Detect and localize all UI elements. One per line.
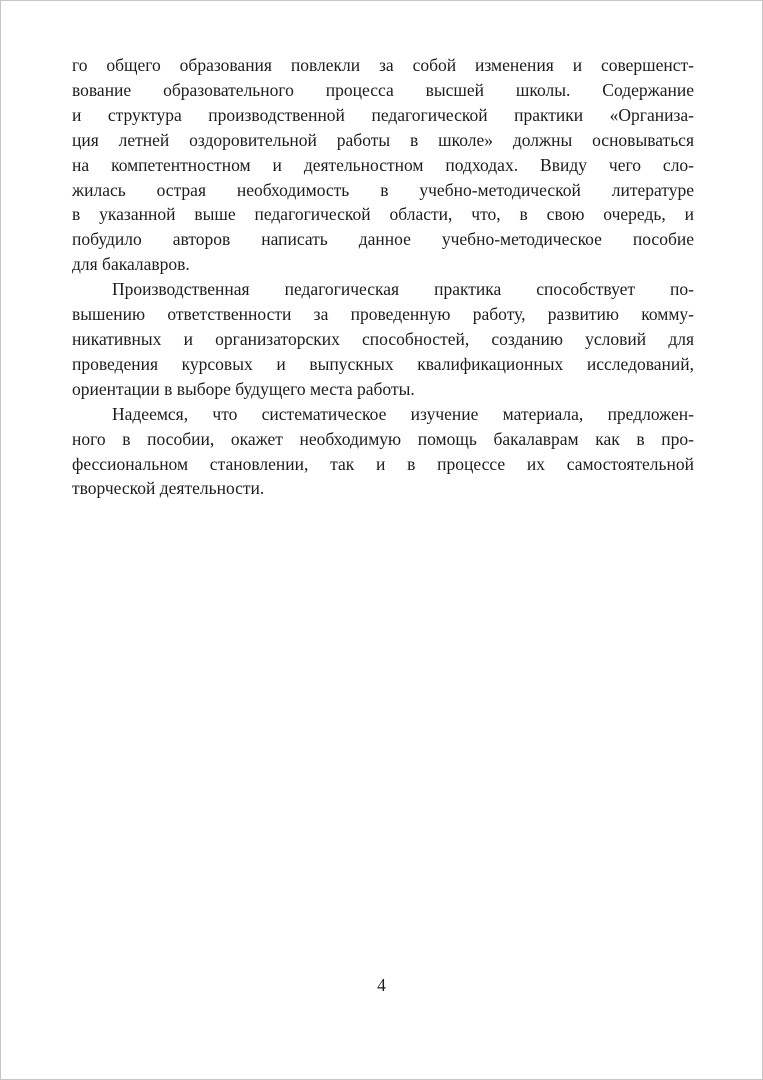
text-line: в указанной выше педагогической области, что, в свою очередь, и xyxy=(72,204,694,225)
text-line: ного в пособии, окажет необходимую помощь бакалаврам как в про- xyxy=(72,428,694,449)
text-line: вование образовательного процесса высшей школы. Содержание xyxy=(72,79,694,100)
text-line: фессиональном становлении, так и в процессе их самостоятельной xyxy=(72,453,694,474)
text-line: побудило авторов написать данное учебно-методическое пособие xyxy=(72,229,694,250)
text-line: ция летней оздоровительной работы в школе» должны основываться xyxy=(72,129,694,150)
text-line: на компетентностном и деятельностном подходах. Ввиду чего сло- xyxy=(72,154,694,175)
text-line: творческой деятельности. xyxy=(72,478,265,499)
text-line: го общего образования повлекли за собой изменения и совершенст- xyxy=(72,55,694,75)
text-line: и структура производственной педагогической практики «Организа- xyxy=(72,104,694,125)
paragraph xyxy=(72,402,694,502)
text-line: вышению ответственности за проведенную работу, развитию комму- xyxy=(72,304,694,325)
text-line: ориентации в выборе будущего места работы. xyxy=(72,378,415,399)
paragraph xyxy=(72,277,694,402)
page-text xyxy=(72,53,694,501)
text-line: Надеемся, что систематическое изучение материала, предложен- xyxy=(112,403,694,424)
text-line: для бакалавров. xyxy=(72,254,190,275)
text-line: жилась острая необходимость в учебно-методической литературе xyxy=(72,179,694,200)
text-line: проведения курсовых и выпускных квалификационных исследований, xyxy=(72,353,694,374)
text-line: никативных и организаторских способностей, созданию условий для xyxy=(72,328,694,349)
paragraph xyxy=(72,53,694,277)
page-number: 4 xyxy=(377,975,386,995)
text-line: Производственная педагогическая практика способствует по- xyxy=(112,279,694,300)
